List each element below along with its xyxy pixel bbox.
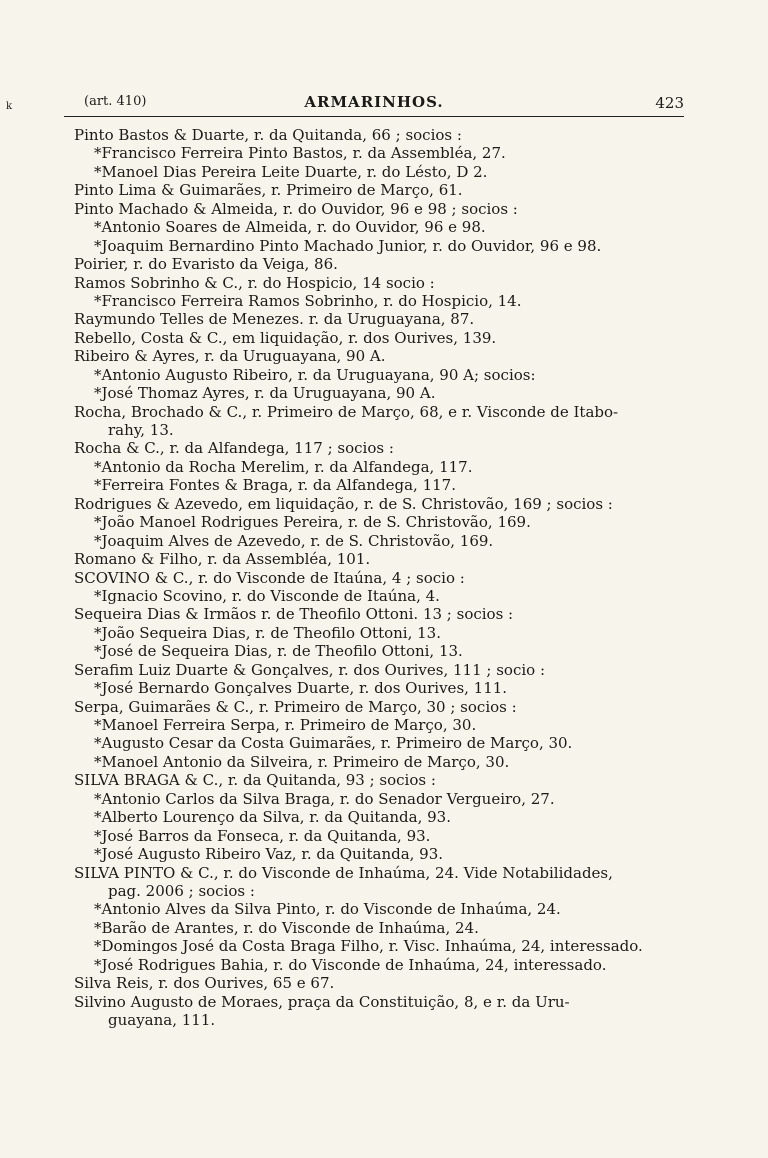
partner-entry: *José Augusto Ribeiro Vaz, r. da Quitanda, 93.	[94, 845, 444, 864]
entry-continuation: guayana, 111.	[108, 1011, 216, 1029]
firm-entry: SILVA BRAGA & C., r. da Quitanda, 93 ; socios :	[74, 771, 436, 790]
firm-entry: Pinto Machado & Almeida, r. do Ouvidor, 96 e 98 ; socios :	[74, 199, 518, 218]
firm-entry: Romano & Filho, r. da Assembléa, 101.	[74, 550, 371, 569]
firm-entry: Serpa, Guimarães & C., r. Primeiro de Março, 30 ; socios :	[74, 697, 517, 716]
firm-entry: Poirier, r. do Evaristo da Veiga, 86.	[74, 255, 338, 274]
partner-entry: *Manoel Ferreira Serpa, r. Primeiro de Março, 30.	[94, 716, 477, 734]
entry-continuation: pag. 2006 ; socios :	[108, 881, 255, 900]
firm-entry: Raymundo Telles de Menezes. r. da Uruguayana, 87.	[74, 310, 475, 329]
partner-entry: *Joaquim Alves de Azevedo, r. de S. Christovão, 169.	[94, 531, 494, 550]
partner-entry: *José de Sequeira Dias, r. de Theofilo Ottoni, 13.	[94, 642, 463, 661]
partner-entry: *José Bernardo Gonçalves Duarte, r. dos Ourives, 111.	[94, 679, 508, 698]
firm-entry: Ribeiro & Ayres, r. da Uruguayana, 90 A.	[74, 347, 386, 366]
firm-entry: Pinto Lima & Guimarães, r. Primeiro de Março, 61.	[74, 181, 463, 200]
firm-entry: Rodrigues & Azevedo, em liquidação, r. de S. Christovão, 169 ; socios :	[74, 494, 613, 513]
partner-entry: *José Barros da Fonseca, r. da Quitanda, 93.	[94, 826, 431, 845]
partner-entry: *Augusto Cesar da Costa Guimarães, r. Primeiro de Março, 30.	[94, 734, 573, 753]
firm-entry: Sequeira Dias & Irmãos r. de Theofilo Ottoni. 13 ; socios :	[74, 605, 514, 624]
partner-entry: *Antonio Carlos da Silva Braga, r. do Senador Vergueiro, 27.	[94, 789, 555, 808]
partner-entry: *José Thomaz Ayres, r. da Uruguayana, 90 A.	[94, 384, 436, 403]
directory-entries	[74, 126, 714, 1029]
partner-entry: *Francisco Ferreira Ramos Sobrinho, r. do Hospicio, 14.	[94, 291, 522, 310]
partner-entry: *João Manoel Rodrigues Pereira, r. de S. Christovão, 169.	[94, 513, 531, 532]
partner-entry: *Antonio Soares de Almeida, r. do Ouvidor, 96 e 98.	[94, 218, 486, 237]
partner-entry: *Joaquim Bernardino Pinto Machado Junior, r. do Ouvidor, 96 e 98.	[94, 236, 602, 255]
partner-entry: *Manoel Antonio da Silveira, r. Primeiro de Março, 30.	[94, 752, 510, 771]
partner-entry: *Antonio Augusto Ribeiro, r. da Uruguayana, 90 A; socios:	[94, 365, 536, 384]
firm-entry: Rocha & C., r. da Alfandega, 117 ; socios :	[74, 439, 394, 458]
partner-entry: *Ferreira Fontes & Braga, r. da Alfandega, 117.	[94, 476, 456, 495]
partner-entry: *Francisco Ferreira Pinto Bastos, r. da Assembléa, 27.	[94, 144, 506, 163]
firm-entry: Pinto Bastos & Duarte, r. da Quitanda, 66 ; socios :	[74, 126, 462, 144]
entry-continuation: rahy, 13.	[108, 421, 174, 439]
partner-entry: *José Rodrigues Bahia, r. do Visconde de Inhaúma, 24, interessado.	[94, 955, 607, 974]
firm-entry: Rebello, Costa & C., em liquidação, r. dos Ourives, 139.	[74, 328, 497, 347]
firm-entry: Ramos Sobrinho & C., r. do Hospicio, 14 socio :	[74, 273, 435, 292]
firm-entry: Silvino Augusto de Moraes, praça da Constituição, 8, e r. da Uru-	[74, 992, 570, 1011]
firm-entry: Silva Reis, r. dos Ourives, 65 e 67.	[74, 974, 335, 993]
firm-entry: Serafim Luiz Duarte & Gonçalves, r. dos Ourives, 111 ; socio :	[74, 660, 546, 679]
partner-entry: *Manoel Dias Pereira Leite Duarte, r. do Lésto, D 2.	[94, 162, 488, 181]
partner-entry: *Domingos José da Costa Braga Filho, r. Visc. Inhaúma, 24, interessado.	[94, 937, 643, 956]
partner-entry: *Ignacio Scovino, r. do Visconde de Itaúna, 4.	[94, 586, 440, 605]
page-title: ARMARINHOS.	[304, 93, 444, 111]
partner-entry: *Antonio Alves da Silva Pinto, r. do Visconde de Inhaúma, 24.	[94, 900, 561, 919]
partner-entry: *Antonio da Rocha Merelim, r. da Alfandega, 117.	[94, 457, 473, 476]
article-reference: (art. 410)	[84, 94, 147, 109]
firm-entry: SILVA PINTO & C., r. do Visconde de Inhaúma, 24. Vide Notabilidades,	[74, 863, 613, 882]
firm-entry: SCOVINO & C., r. do Visconde de Itaúna, 4 ; socio :	[74, 568, 465, 587]
partner-entry: *João Sequeira Dias, r. de Theofilo Ottoni, 13.	[94, 623, 441, 642]
page-number: 423	[655, 94, 684, 112]
firm-entry: Rocha, Brochado & C., r. Primeiro de Março, 68, e r. Visconde de Itabo-	[74, 402, 619, 421]
partner-entry: *Barão de Arantes, r. do Visconde de Inhaúma, 24.	[94, 918, 479, 937]
partner-entry: *Alberto Lourenço da Silva, r. da Quitanda, 93.	[94, 808, 451, 827]
margin-mark: k	[6, 101, 13, 112]
page-header	[64, 92, 684, 117]
